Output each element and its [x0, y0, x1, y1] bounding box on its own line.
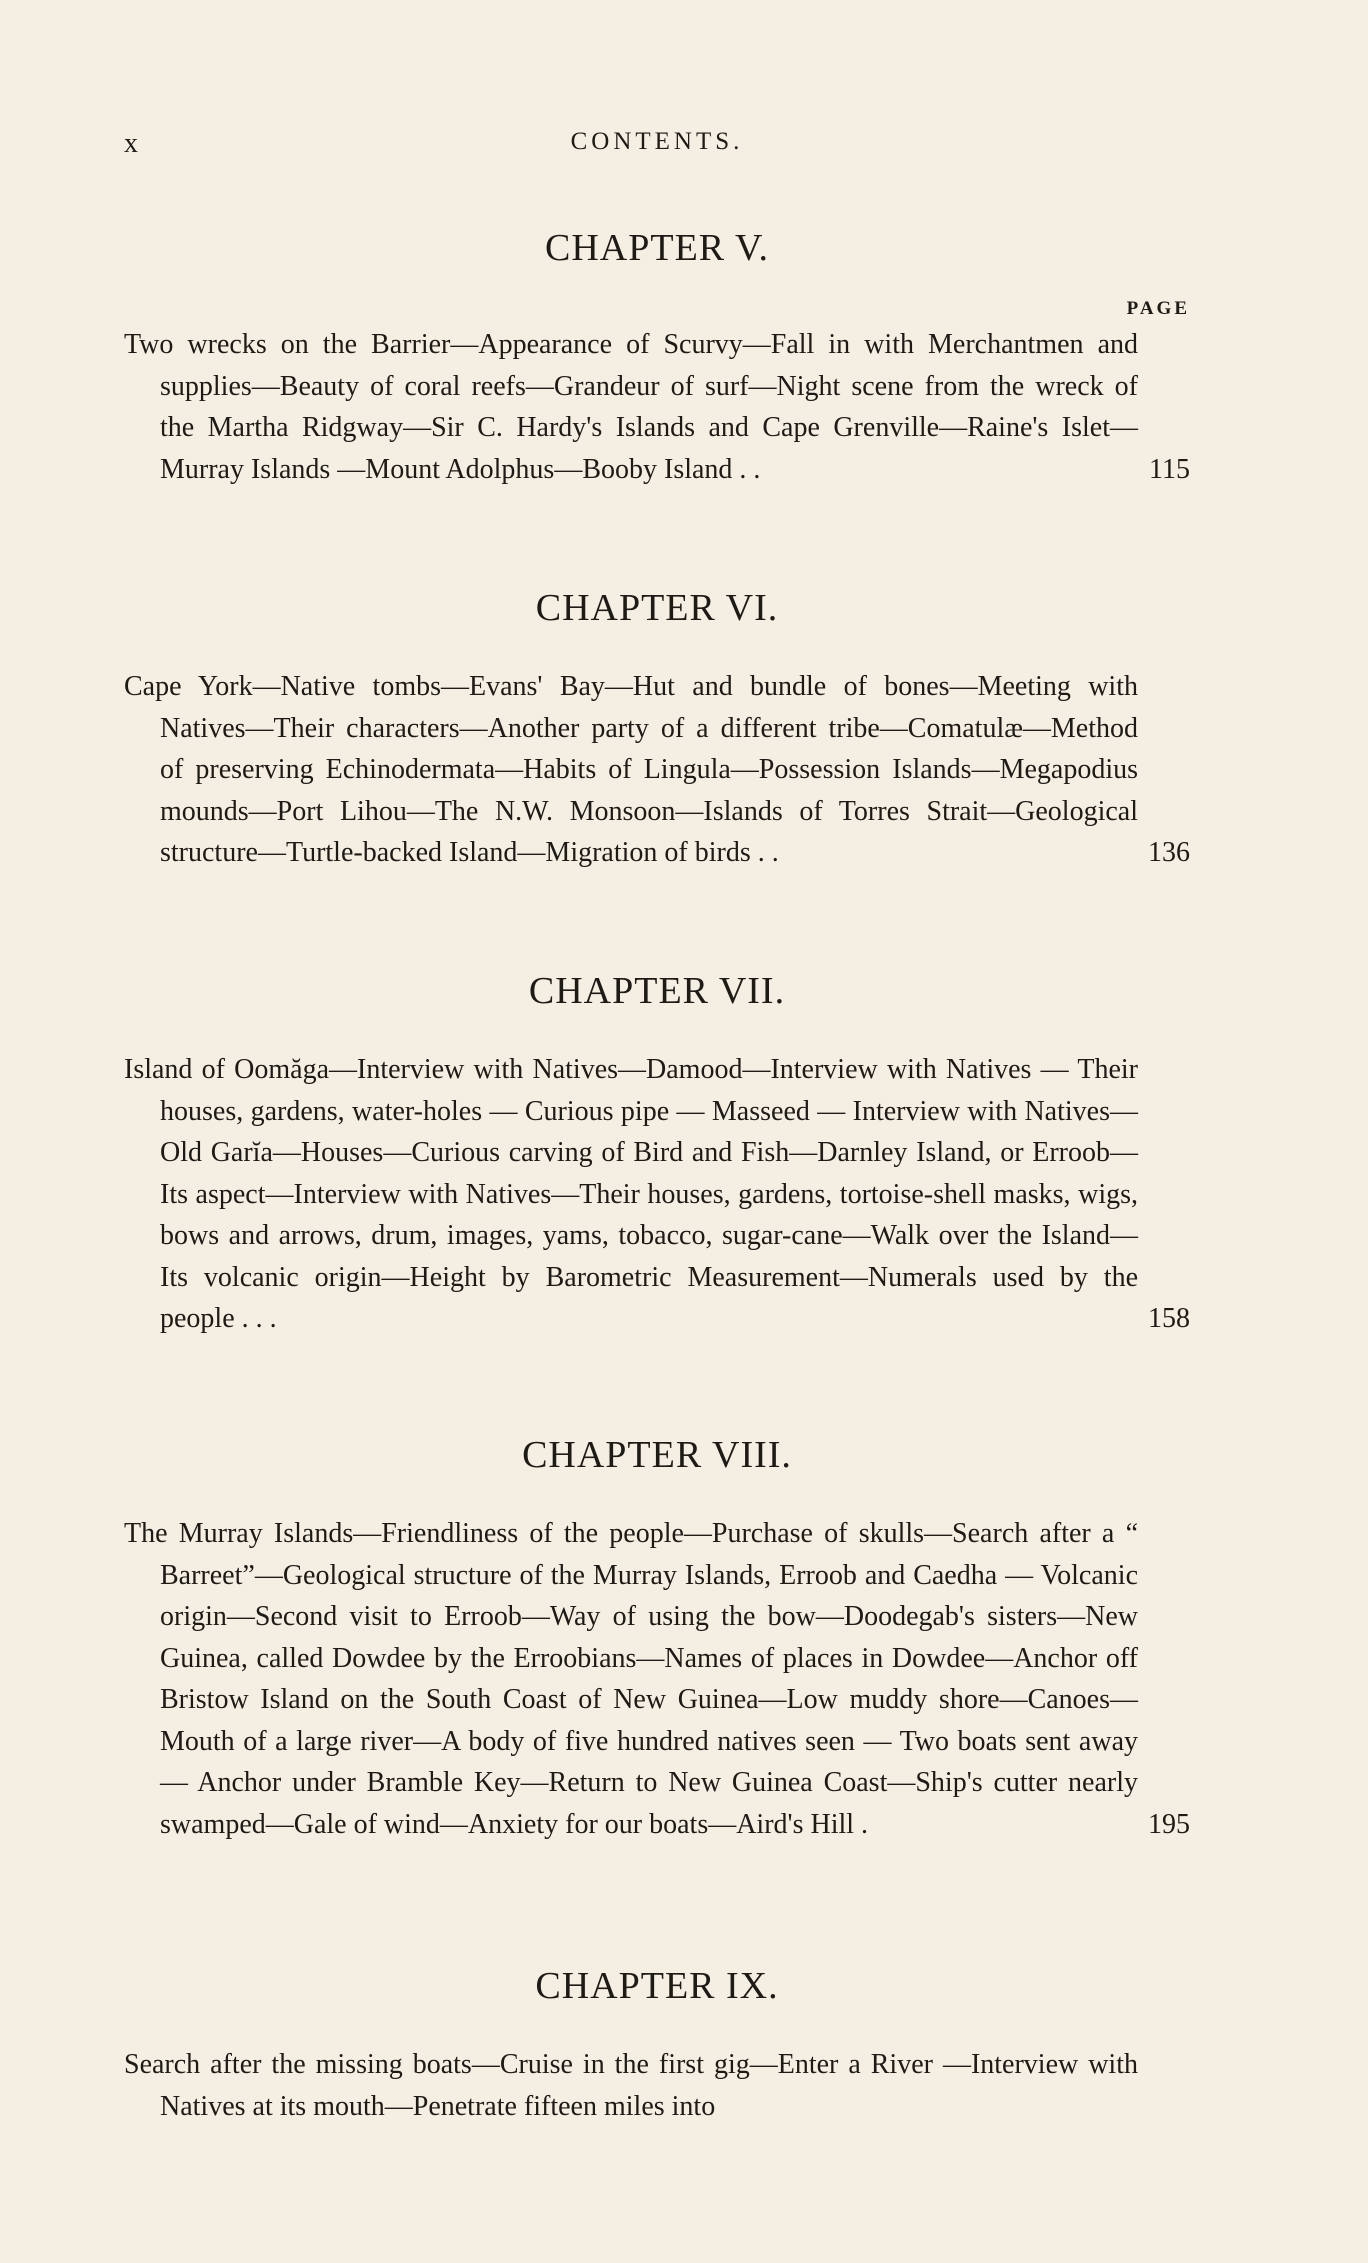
page-column-label: PAGE: [1126, 298, 1190, 319]
chapter-title: CHAPTER VI.: [535, 587, 779, 629]
chapter-summary: [124, 666, 1190, 874]
page-ref: 136: [1148, 837, 1190, 868]
summary-text: Cape York—Native tombs—Evans' Bay—Hut and bundle of bones—Meeting with Natives—Their characters—Another party of a different tribe—Comatulæ—Method of preserving Echinodermata—Habits of Lingula—Possession Islands—Megapodius mounds—Port Lihou—The N.W. Monsoon—Islands of Torres Strait—Geological structure—Turtle-backed Island—Migration of birds . .: [124, 671, 1138, 868]
chapter-vii: [124, 967, 1190, 1340]
summary-text: Island of Oomăga—Interview with Natives—Damood—Interview with Natives — Their houses, gardens, water-holes — Curious pipe — Masseed — Interview with Natives—Old Garĭa—Houses—Curious carving of Bird and Fish—Darnley Island, or Erroob—Its aspect—Interview with Natives—Their houses, gardens, tortoise-shell masks, wigs, bows and arrows, drum, images, yams, tobacco, sugar-cane—Walk over the Island—Its volcanic origin—Height by Barometric Measurement—Numerals used by the people . . .: [124, 1054, 1138, 1334]
summary-text: The Murray Islands—Friendliness of the people—Purchase of skulls—Search after a “ Barreet”—Geological structure of the Murray Islands, Erroob and Caedha — Volcanic origin—Second visit to Erroob—Way of using the bow—Doodegab's sisters—New Guinea, called Dowdee by the Erroobians—Names of places in Dowdee—Anchor off Bristow Island on the South Coast of New Guinea—Low muddy shore—Canoes—Mouth of a large river—A body of five hundred natives seen — Two boats sent away — Anchor under Bramble Key—Return to New Guinea Coast—Ship's cutter nearly swamped—Gale of wind—Anxiety for our boats—Aird's Hill .: [124, 1518, 1138, 1840]
page-number: x: [124, 128, 140, 159]
chapter-title: CHAPTER V.: [545, 227, 769, 269]
chapter-viii: [124, 1431, 1190, 1845]
chapter-summary: [124, 2044, 1190, 2127]
chapter-title: CHAPTER VIII.: [522, 1434, 792, 1476]
chapter-vi: [124, 584, 1190, 874]
page-ref: 115: [1149, 453, 1190, 485]
summary-text: Two wrecks on the Barrier—Appearance of Scurvy—Fall in with Merchantmen and supplies—Beauty of coral reefs—Grandeur of surf—Night scene from the wreck of the Martha Ridgway—Sir C. Hardy's Islands and Cape Grenville—Raine's Islet—Murray Islands —Mount Adolphus—Booby Island . .: [124, 329, 1138, 485]
running-head: [124, 128, 1190, 168]
chapter-v: [124, 224, 1190, 490]
chapter-title: CHAPTER VII.: [528, 970, 786, 1012]
page-ref: 195: [1148, 1808, 1190, 1840]
page-ref: 158: [1148, 1303, 1190, 1334]
running-title: CONTENTS.: [570, 128, 744, 155]
chapter-summary: [124, 324, 1190, 490]
chapter-ix: [124, 1962, 1190, 2127]
summary-text: Search after the missing boats—Cruise in the first gig—Enter a River —Interview with Natives at its mouth—Penetrate fifteen miles into: [124, 2049, 1138, 2122]
chapter-title: CHAPTER IX.: [535, 1965, 779, 2007]
chapter-summary: [124, 1049, 1190, 1340]
chapter-summary: [124, 1513, 1190, 1845]
